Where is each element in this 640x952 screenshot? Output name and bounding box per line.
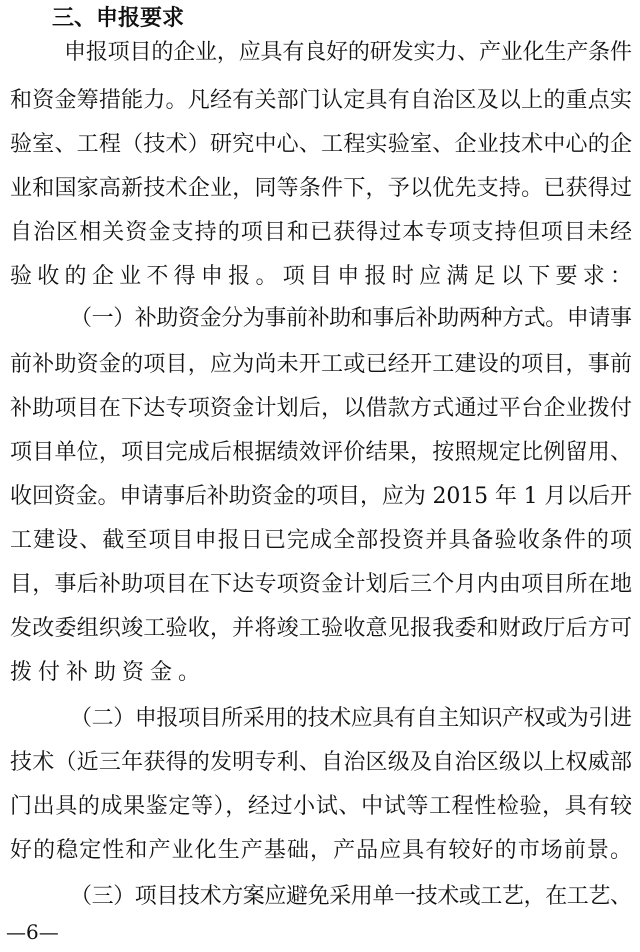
text-line: 目，事后补助项目在下达专项资金计划后三个月内由项目所在地 — [10, 572, 633, 597]
text-line: 验室、工程（技术）研究中心、工程实验室、企业技术中心的企 — [10, 132, 633, 157]
text-line: 自治区相关资金支持的项目和已获得过本专项支持但项目未经 — [10, 220, 634, 245]
text-line: 门出具的成果鉴定等），经过小试、中试等工程性检验，具有较 — [10, 794, 633, 819]
text-line: 补助项目在下达专项资金计划后，以借款方式通过平台企业拨付 — [10, 396, 633, 421]
text-line: 拨付补助资金。 — [10, 660, 207, 685]
text-line: 前补助资金的项目，应为尚未开工或已经开工建设的项目，事前 — [10, 352, 633, 377]
text-line: 申报项目的企业，应具有良好的研发实力、产业化生产条件 — [64, 40, 632, 65]
text-line: 技术（近三年获得的发明专利、自治区级及自治区级以上权威部 — [10, 750, 633, 775]
text-line: 和资金筹措能力。凡经有关部门认定具有自治区及以上的重点实 — [10, 88, 633, 113]
text-line: （三）项目技术方案应避免采用单一技术或工艺，在工艺、 — [70, 884, 632, 909]
section-heading: 三、申报要求 — [52, 6, 185, 31]
text-line: 收回资金。申请事后补助资金的项目，应为 2015 年 1 月以后开 — [10, 484, 632, 509]
text-line: 业和国家高新技术企业，同等条件下，予以优先支持。已获得过 — [10, 176, 633, 201]
text-line: （一）补助资金分为事前补助和事后补助两种方式。申请事 — [70, 306, 632, 331]
page-number: —6— — [6, 920, 59, 944]
text-line: 好的稳定性和产业化生产基础，产品应具有较好的市场前景。 — [10, 838, 634, 863]
text-line: 验收的企业不得申报。项目申报时应满足以下要求： — [10, 264, 638, 289]
text-line: 项目单位，项目完成后根据绩效评价结果，按照规定比例留用、 — [10, 440, 633, 465]
text-line: 工建设、截至项目申报日已完成全部投资并具备验收条件的项 — [10, 528, 634, 553]
text-line: 发改委组织竣工验收，并将竣工验收意见报我委和财政厅后方可 — [10, 616, 633, 641]
text-line: （二）申报项目所采用的技术应具有自主知识产权或为引进 — [70, 706, 632, 731]
